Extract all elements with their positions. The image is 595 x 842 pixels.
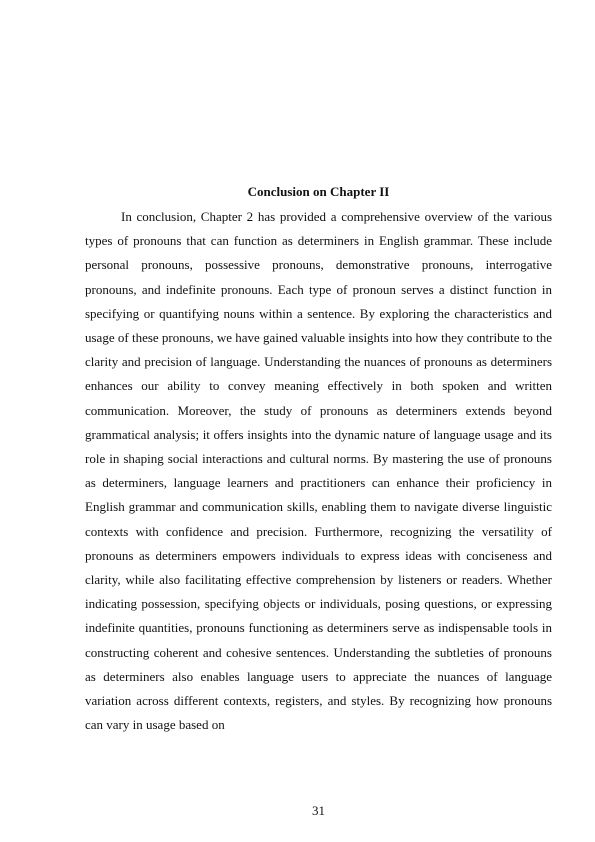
section-heading: Conclusion on Chapter II xyxy=(247,184,390,199)
body-paragraph: In conclusion, Chapter 2 has provided a comprehensive overview of the various types of pronouns that can function as determiners in English grammar. These include personal pronouns, possessive pronouns, demonstrative pronouns, interrogative pronouns, and indefinite pronouns. Each type of pronoun serves a distinct function in specifying or quantifying nouns within a sentence. By exploring the characteristics and usage of these pronouns, we have gained valuable insights into how they contribute to the clarity and precision of language. Understanding the nuances of pronouns as determiners enhances our ability to convey meaning effectively in both spoken and written communication. Moreover, the study of pronouns as determiners extends beyond grammatical analysis; it offers insights into the dynamic nature of language usage and its role in shaping social interactions and cultural norms. By mastering the use of pronouns as determiners, language learners and practitioners can enhance their proficiency in English grammar and communication skills, enabling them to navigate diverse linguistic contexts with confidence and precision. Furthermore, recognizing the versatility of pronouns as determiners empowers individuals to express ideas with conciseness and clarity, while also facilitating effective comprehension by listeners or readers. Whether indicating possession, specifying objects or individuals, posing questions, or expressing indefinite quantities, pronouns functioning as determiners serve as indispensable tools in constructing coherent and cohesive sentences. Understanding the subtleties of pronouns as determiners also enables language users to appreciate the nuances of language variation across different contexts, registers, and styles. By recognizing how pronouns can vary in usage based on xyxy=(85,209,552,733)
page-number: 31 xyxy=(312,803,325,818)
